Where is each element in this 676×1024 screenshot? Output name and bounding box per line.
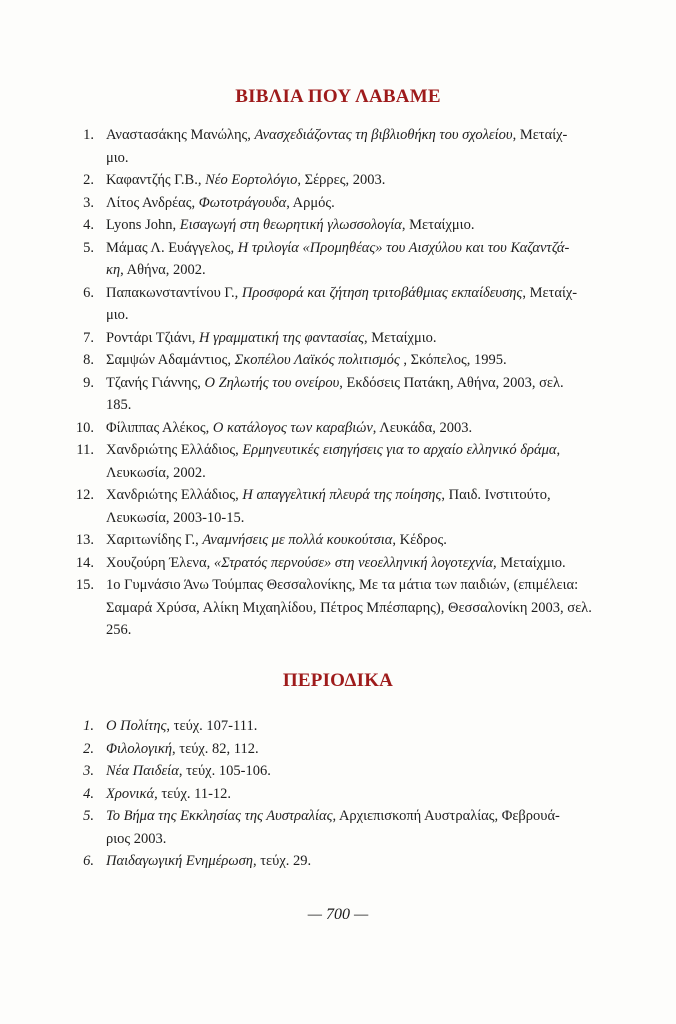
entry-continuation: Σαμαρά Χρύσα, Αλίκη Μιχαηλίδου, Πέτρος Μπέσπαρης), Θεσσαλονίκη 2003, σελ.	[106, 599, 592, 616]
entry-title: Η τριλογία «Προμηθέας» του Αισχύλου και του Καζαντζά-	[237, 239, 570, 256]
entry-title: Ο Πολίτης	[106, 718, 167, 734]
entry-title: Νέα Παιδεία	[106, 763, 179, 779]
entry-title: Η απαγγελτική πλευρά της ποίησης	[242, 487, 442, 503]
entry-issue: , τεύχ. 105-106.	[178, 763, 271, 779]
entry-title: Παιδαγωγική Ενημέρωση	[106, 853, 253, 869]
entry-title: Αναμνήσεις με πολλά κουκούτσια	[202, 532, 393, 548]
books-list	[0, 124, 676, 642]
entry-number: 1.	[83, 718, 94, 734]
entry-author: Μάμας Λ. Ευάγγελος,	[106, 239, 238, 256]
entry-publisher: , Μεταίχ-	[522, 284, 578, 301]
entry-number: 6.	[83, 284, 94, 301]
periodical-entry	[0, 715, 676, 738]
book-entry	[0, 552, 676, 575]
entry-number: 1.	[83, 127, 94, 143]
entry-title: Εισαγωγή στη θεωρητική γλωσσολογία	[179, 217, 402, 233]
entry-publisher: , Μεταίχμιο.	[364, 329, 437, 346]
entry-number: 12.	[75, 487, 94, 503]
entry-number: 5.	[83, 808, 94, 824]
entry-number: 5.	[83, 239, 94, 256]
book-entry	[0, 124, 676, 169]
entry-author: Τζανής Γιάννης,	[106, 374, 205, 391]
entry-title: Σκοπέλου Λαϊκός πολιτισμός	[234, 352, 400, 368]
periodical-entry	[0, 738, 676, 761]
entry-number: 2.	[83, 172, 94, 188]
entry-publisher: , Μεταίχμιο.	[493, 554, 566, 571]
entry-publisher: , Μεταίχμιο.	[401, 217, 475, 233]
entry-number: 2.	[83, 740, 94, 757]
entry-author: Χαριτωνίδης Γ.,	[106, 532, 203, 548]
entry-author: Φίλιππας Αλέκος,	[106, 419, 213, 436]
book-entry	[0, 169, 676, 192]
entry-title: Χρονικά	[106, 785, 155, 802]
book-entry	[0, 349, 676, 372]
entry-title: Ο Ζηλωτής του ονείρου	[204, 374, 340, 391]
page-number: — 700 —	[307, 906, 369, 923]
entry-continuation: Λευκωσία, 2002.	[106, 464, 206, 481]
book-entry	[0, 237, 676, 282]
entry-continuation: 185.	[106, 397, 132, 413]
entry-title: Φωτοτράγουδα	[198, 194, 287, 211]
entry-publisher: , Σκόπελος, 1995.	[399, 352, 507, 368]
book-entry	[0, 327, 676, 350]
entry-number: 7.	[83, 329, 94, 346]
entry-title: Προσφορά και ζήτηση τριτοβάθμιας εκπαίδευσης	[241, 284, 523, 301]
entry-number: 14.	[75, 554, 94, 571]
entry-publisher: , Παιδ. Ινστιτούτο,	[441, 487, 551, 503]
entry-number: 8.	[83, 352, 94, 368]
entry-number: 9.	[83, 374, 94, 391]
book-entry	[0, 529, 676, 552]
book-entry	[0, 484, 676, 529]
entry-publisher: , Λευκάδα, 2003.	[372, 419, 473, 436]
entry-issue: , τεύχ. 107-111.	[166, 718, 258, 734]
entry-continuation: , Αθήνα, 2002.	[120, 262, 206, 278]
entry-title: Η γραμματική της φαντασίας	[199, 329, 364, 346]
entry-continuation: 256.	[106, 622, 132, 638]
entry-continuation: μιο.	[106, 307, 129, 323]
entry-author: Χανδριώτης Ελλάδιος,	[106, 442, 243, 458]
entry-title: Ερμηνευτικές εισηγήσεις για το αρχαίο ελληνικό δράμα	[242, 442, 557, 458]
entry-author: Λίτος Ανδρέας,	[106, 194, 199, 211]
book-entry	[0, 282, 676, 327]
entry-number: 3.	[83, 763, 94, 779]
periodical-entry	[0, 783, 676, 806]
books-section-title: ΒΙΒΛΙΑ ΠΟΥ ΛΑΒΑΜΕ	[235, 86, 441, 107]
entry-continuation: ριος 2003.	[106, 830, 167, 847]
entry-publisher: , Κέδρος.	[392, 532, 447, 548]
entry-publisher: , Εκδόσεις Πατάκη, Αθήνα, 2003, σελ.	[339, 374, 564, 391]
entry-title: Νέο Εορτολόγιο	[205, 172, 298, 188]
entry-publisher: , Αρμός.	[286, 194, 335, 211]
entry-number: 6.	[83, 853, 94, 869]
entry-author: Χουζούρη Έλενα,	[106, 554, 214, 571]
entry-number: 10.	[75, 419, 94, 436]
entry-number: 13.	[75, 532, 94, 548]
entry-issue: , Αρχιεπισκοπή Αυστραλίας, Φεβρουά-	[332, 808, 560, 824]
entry-number: 3.	[83, 194, 94, 211]
entry-author: Σαμψών Αδαμάντιος,	[106, 352, 235, 368]
entry-publisher: ,	[556, 442, 561, 458]
entry-author: Αναστασάκης Μανώλης,	[106, 127, 255, 143]
entry-continuation: Λευκωσία, 2003-10-15.	[106, 509, 245, 526]
periodical-entry	[0, 760, 676, 783]
book-entry	[0, 417, 676, 440]
entry-publisher: , Μεταίχ-	[512, 127, 568, 143]
entry-title: Ο κατάλογος των καραβιών	[212, 419, 373, 436]
entry-issue: , τεύχ. 11-12.	[154, 785, 232, 802]
entry-title-continuation: κη	[106, 262, 121, 278]
book-entry	[0, 214, 676, 237]
entry-title: «Στρατός περνούσε» στη νεοελληνική λογοτεχνία	[213, 554, 494, 571]
entry-issue: , τεύχ. 29.	[252, 853, 312, 869]
periodicals-section-title: ΠΕΡΙΟΔΙΚΑ	[282, 670, 394, 691]
entry-title: Ανασχεδιάζοντας τη βιβλιοθήκη του σχολείου	[254, 127, 513, 143]
entry-issue: , τεύχ. 82, 112.	[172, 740, 259, 757]
entry-publisher: , Σέρρες, 2003.	[297, 172, 386, 188]
entry-number: 11.	[76, 442, 94, 458]
entry-title: Φιλολογική	[106, 740, 173, 757]
book-entry	[0, 192, 676, 215]
entry-number: 4.	[83, 785, 94, 802]
book-entry	[0, 439, 676, 484]
entry-number: 4.	[83, 217, 94, 233]
periodical-entry	[0, 850, 676, 873]
periodicals-list	[0, 715, 676, 873]
entry-author: Χανδριώτης Ελλάδιος,	[106, 487, 243, 503]
entry-number: 15.	[75, 577, 94, 593]
entry-title: Το Βήμα της Εκκλησίας της Αυστραλίας	[106, 808, 333, 824]
entry-author: 1ο Γυμνάσιο Άνω Τούμπας Θεσσαλονίκης, Με τα μάτια των παιδιών, (επιμέλεια:	[106, 577, 579, 593]
book-entry	[0, 574, 676, 642]
entry-author: Καφαντζής Γ.Β.,	[106, 172, 206, 188]
entry-author: Παπακωνσταντίνου Γ.,	[106, 284, 242, 301]
entry-author: Ροντάρι Τζιάνι,	[106, 329, 200, 346]
book-entry	[0, 372, 676, 417]
entry-continuation: μιο.	[106, 149, 129, 166]
periodical-entry	[0, 805, 676, 850]
entry-author: Lyons John,	[106, 217, 180, 233]
